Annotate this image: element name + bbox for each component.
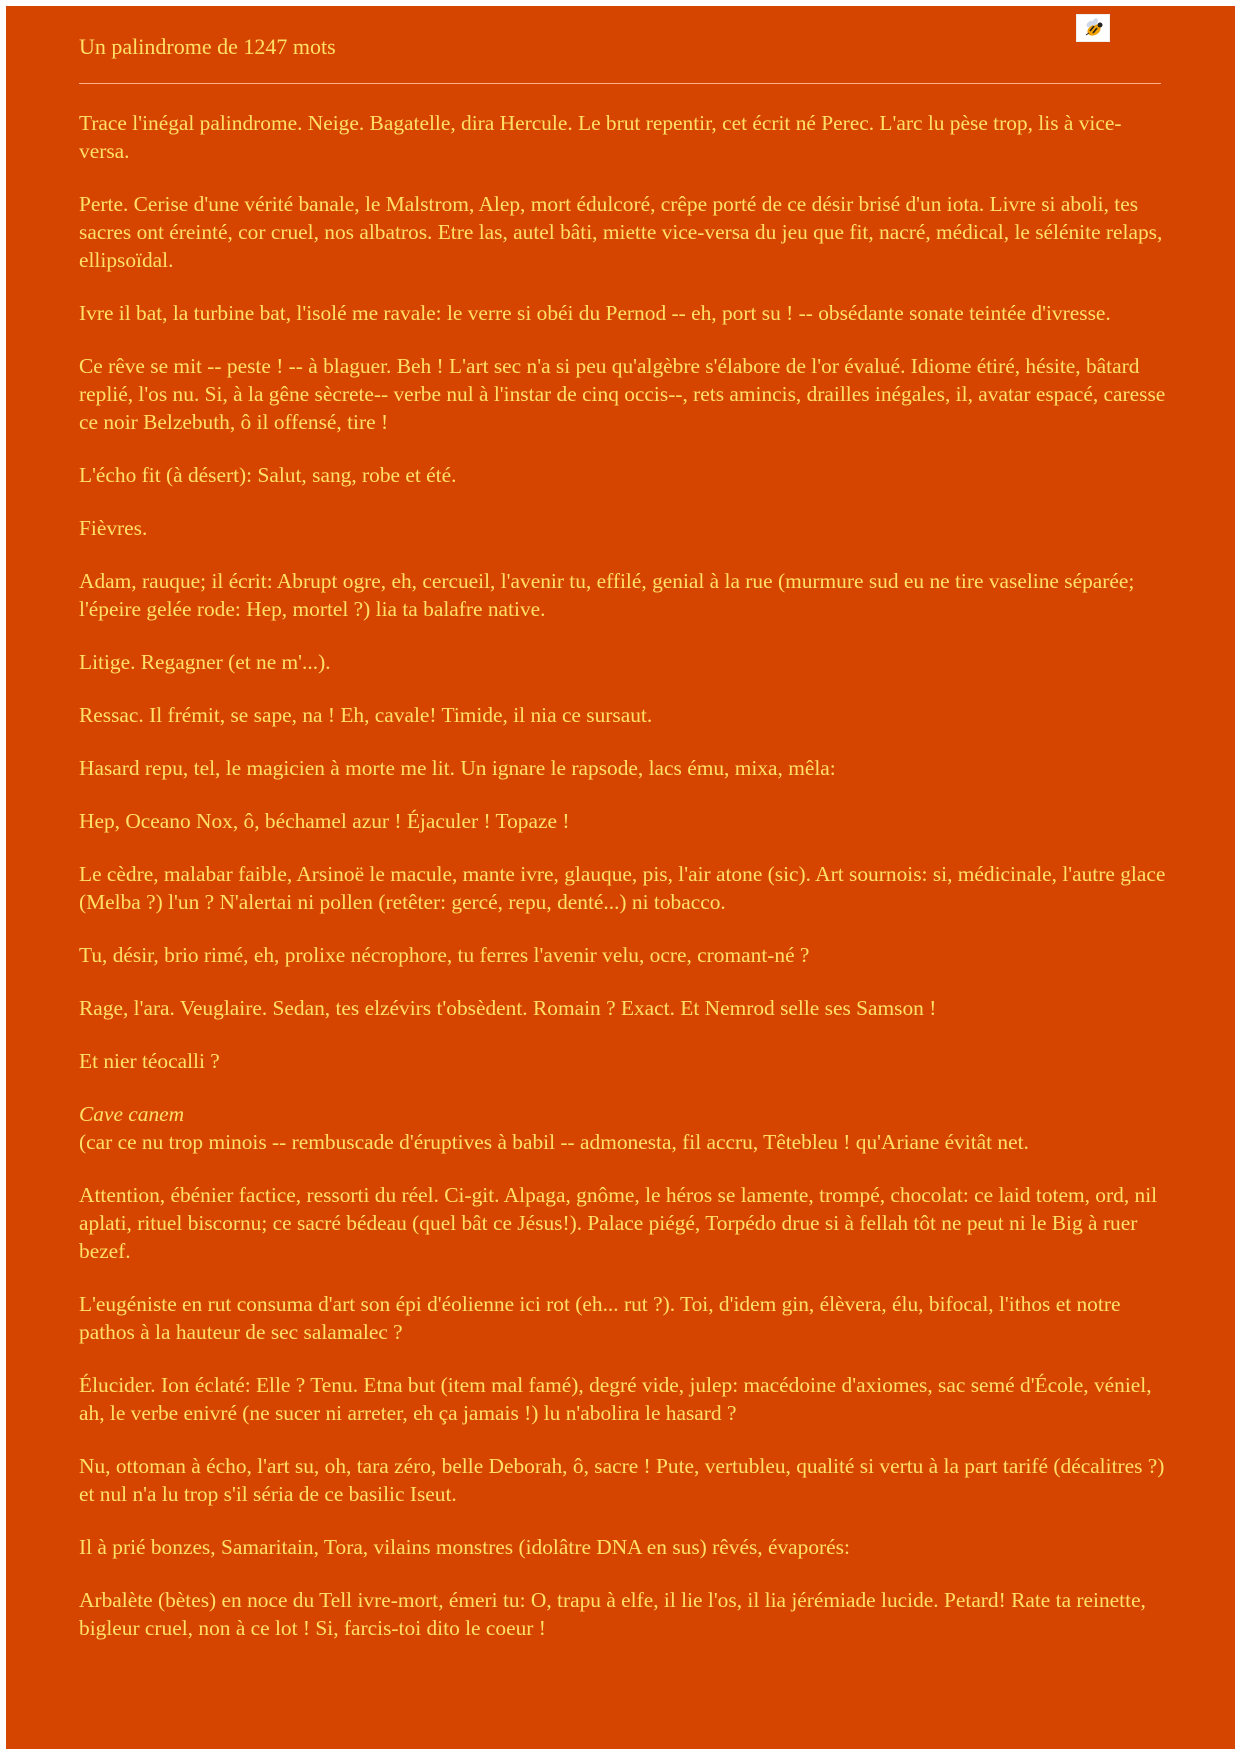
paragraph: Adam, rauque; il écrit: Abrupt ogre, eh, cercueil, l'avenir tu, effilé, genial à la rue (murmure sud eu ne tire vaseline séparée; l'épeire gelée rode: Hep, mortel ?) lia ta balafre native.	[79, 569, 1135, 621]
paragraph: Perte. Cerise d'une vérité banale, le Malstrom, Alep, mort édulcoré, crêpe porté de ce désir brisé d'un iota. Livre si aboli, tes sacres ont éreinté, cor cruel, nos albatros. Etre las, autel bâti, miette vice-versa du jeu que fit, nacré, médical, le sélénite relaps, ellipsoïdal.	[79, 192, 1163, 272]
paragraph: L'eugéniste en rut consuma d'art son épi d'éolienne ici rot (eh... rut ?). Toi, d'idem gin, élèvera, élu, bifocal, l'ithos et notre pathos à la hauteur de sec salamalec ?	[79, 1292, 1121, 1344]
palindrome-text	[79, 109, 1169, 1667]
paragraph: Ce rêve se mit -- peste ! -- à blaguer. Beh ! L'art sec n'a si peu qu'algèbre s'élabore de l'or évalué. Idiome étiré, hésite, bâtard replié, l'os nu. Si, à la gêne sècrete-- verbe nul à l'instar de cinq occis--, rets amincis, drailles inégales, il, avatar espacé, caresse ce noir Belzebuth, ô il offensé, tire !	[79, 354, 1166, 434]
paragraph: Attention, ébénier factice, ressorti du réel. Ci-git. Alpaga, gnôme, le héros se lamente, trompé, chocolat: ce laid totem, ord, nil aplati, rituel biscornu; ce sacré bédeau (quel bât ce Jésus!). Palace piégé, Torpédo drue si à fellah tôt ne peut ni le Big à ruer bezef.	[79, 1183, 1158, 1263]
paragraph: Tu, désir, brio rimé, eh, prolixe nécrophore, tu ferres l'avenir velu, ocre, cromant-né ?	[79, 943, 810, 967]
paragraph: Arbalète (bètes) en noce du Tell ivre-mort, émeri tu: O, trapu à elfe, il lie l'os, il lia jérémiade lucide. Petard! Rate ta reinette, bigleur cruel, non à ce lot ! Si, farcis-toi dito le coeur !	[79, 1588, 1146, 1640]
paragraph: Il à prié bonzes, Samaritain, Tora, vilains monstres (idolâtre DNA en sus) rêvés, évaporés:	[79, 1535, 850, 1559]
paragraph: L'écho fit (à désert): Salut, sang, robe et été.	[79, 463, 457, 487]
paragraph: Trace l'inégal palindrome. Neige. Bagatelle, dira Hercule. Le brut repentir, cet écrit né Perec. L'arc lu pèse trop, lis à vice-versa.	[79, 111, 1122, 163]
paragraph: Élucider. Ion éclaté: Elle ? Tenu. Etna but (item mal famé), degré vide, julep: macédoine d'axiomes, sac semé d'École, véniel, ah, le verbe enivré (ne sucer ni arreter, eh ça jamais !) lu n'abolira le hasard ?	[79, 1373, 1152, 1425]
paragraph: Hep, Oceano Nox, ô, béchamel azur ! Éjaculer ! Topaze !	[79, 809, 570, 833]
paragraph: Rage, l'ara. Veuglaire. Sedan, tes elzévirs t'obsèdent. Romain ? Exact. Et Nemrod selle ses Samson !	[79, 996, 937, 1020]
header-divider	[79, 83, 1161, 84]
italic-heading: Cave canem	[79, 1102, 185, 1126]
page	[6, 6, 1235, 1749]
paragraph: Litige. Regagner (et ne m'...).	[79, 650, 331, 674]
cave-canem-paragraph	[79, 1100, 1169, 1156]
bee-icon	[1076, 14, 1110, 42]
paragraph: Ressac. Il frémit, se sape, na ! Eh, cavale! Timide, il nia ce sursaut.	[79, 703, 653, 727]
paragraph: Hasard repu, tel, le magicien à morte me lit. Un ignare le rapsode, lacs ému, mixa, mêla:	[79, 756, 836, 780]
paragraph: Ivre il bat, la turbine bat, l'isolé me ravale: le verre si obéi du Pernod -- eh, port su ! -- obsédante sonate teintée d'ivresse.	[79, 301, 1111, 325]
paragraph: Nu, ottoman à écho, l'art su, oh, tara zéro, belle Deborah, ô, sacre ! Pute, vertubleu, qualité si vertu à la part tarifé (décalitres ?) et nul n'a lu trop s'il séria de ce basilic Iseut.	[79, 1454, 1165, 1506]
paragraph: Le cèdre, malabar faible, Arsinoë le macule, mante ivre, glauque, pis, l'air atone (sic). Art sournois: si, médicinale, l'autre glace (Melba ?) l'un ? N'alertai ni pollen (retêter: gercé, repu, denté...) ni tobacco.	[79, 862, 1166, 914]
paragraph-text: (car ce nu trop minois -- rembuscade d'éruptives à babil -- admonesta, fil accru, Têtebleu ! qu'Ariane évitât net.	[79, 1130, 1029, 1154]
paragraph: Et nier téocalli ?	[79, 1049, 220, 1073]
page-title: Un palindrome de 1247 mots	[79, 34, 336, 59]
paragraph: Fièvres.	[79, 516, 148, 540]
